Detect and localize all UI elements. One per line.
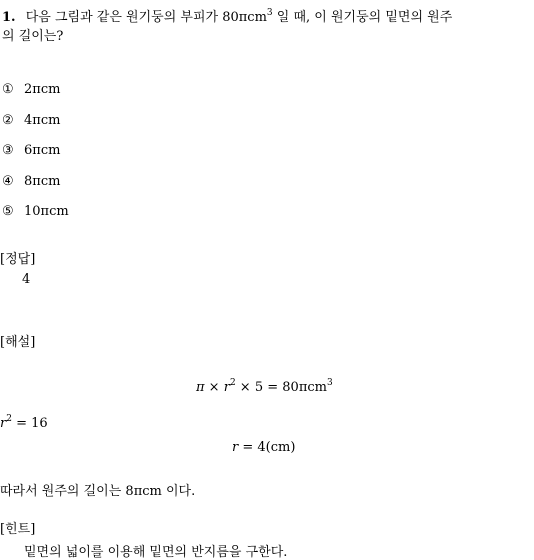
eq1-exp3: 3 <box>326 378 333 388</box>
choice-mark: ⑤ <box>2 204 14 219</box>
eq1-pi: π <box>196 380 205 395</box>
question-number: 1. <box>2 10 16 25</box>
question-text-part2: 일 때, 이 원기둥의 밑면의 원주 <box>272 10 453 25</box>
choice-coef: 8 <box>24 174 33 189</box>
choice-pi: π <box>32 113 41 128</box>
choice-mark: ④ <box>2 174 14 189</box>
choice-pi: π <box>32 82 41 97</box>
choice-mark: ① <box>2 82 14 97</box>
conclusion <box>0 480 195 499</box>
choice-unit: cm <box>40 113 61 128</box>
question <box>2 6 452 25</box>
question-text-part1: 다음 그림과 같은 원기둥의 부피가 80 <box>25 10 239 25</box>
hint-text: 밑면의 넓이를 이용해 밑면의 반지름을 구한다. <box>24 545 288 560</box>
eq1-rest: × 5 = 80 <box>235 380 299 395</box>
eq2-exp: 2 <box>6 414 12 424</box>
choice-coef: 10 <box>24 204 41 219</box>
choice-unit: cm <box>40 82 61 97</box>
eq1-pi2: π <box>298 380 308 395</box>
conclusion-part1: 따라서 원주의 길이는 8 <box>0 484 134 499</box>
choice-4[interactable] <box>2 174 60 189</box>
choice-pi: π <box>32 174 41 189</box>
eq3-rest: = 4(cm) <box>238 440 296 455</box>
eq1-times: × <box>204 380 224 395</box>
choice-2[interactable] <box>2 113 60 128</box>
choice-pi: π <box>32 143 41 158</box>
question-exponent: 3 <box>266 8 273 18</box>
choice-5[interactable] <box>2 204 69 219</box>
choice-coef: 2 <box>24 82 33 97</box>
choice-coef: 4 <box>24 113 33 128</box>
choice-unit: cm <box>40 143 61 158</box>
choice-mark: ③ <box>2 143 14 158</box>
choice-mark: ② <box>2 113 14 128</box>
choice-1[interactable] <box>2 82 60 97</box>
eq1-cm: cm <box>307 380 327 395</box>
eq2-r: r <box>0 416 7 431</box>
question-line2: 의 길이는? <box>2 29 64 44</box>
choice-unit: cm <box>40 174 61 189</box>
explanation-label: [해설] <box>0 335 36 350</box>
answer-label: [정답] <box>0 252 36 267</box>
equation-r-squared <box>0 416 48 431</box>
conclusion-pi: π <box>133 484 143 499</box>
equation-r <box>232 440 295 455</box>
choice-unit: cm <box>49 204 69 219</box>
choice-3[interactable] <box>2 143 60 158</box>
choice-coef: 6 <box>24 143 33 158</box>
answer-value: 4 <box>22 272 31 287</box>
eq2-rest: = 16 <box>11 416 48 431</box>
eq1-r: r <box>223 380 230 395</box>
hint-label: [힌트] <box>0 522 36 537</box>
equation-volume <box>196 380 333 395</box>
eq3-r: r <box>232 440 239 455</box>
conclusion-part2: cm 이다. <box>142 484 196 499</box>
question-unit: cm <box>247 10 267 25</box>
question-pi: π <box>238 10 248 25</box>
eq1-exp: 2 <box>229 378 236 388</box>
choice-pi: π <box>40 204 50 219</box>
